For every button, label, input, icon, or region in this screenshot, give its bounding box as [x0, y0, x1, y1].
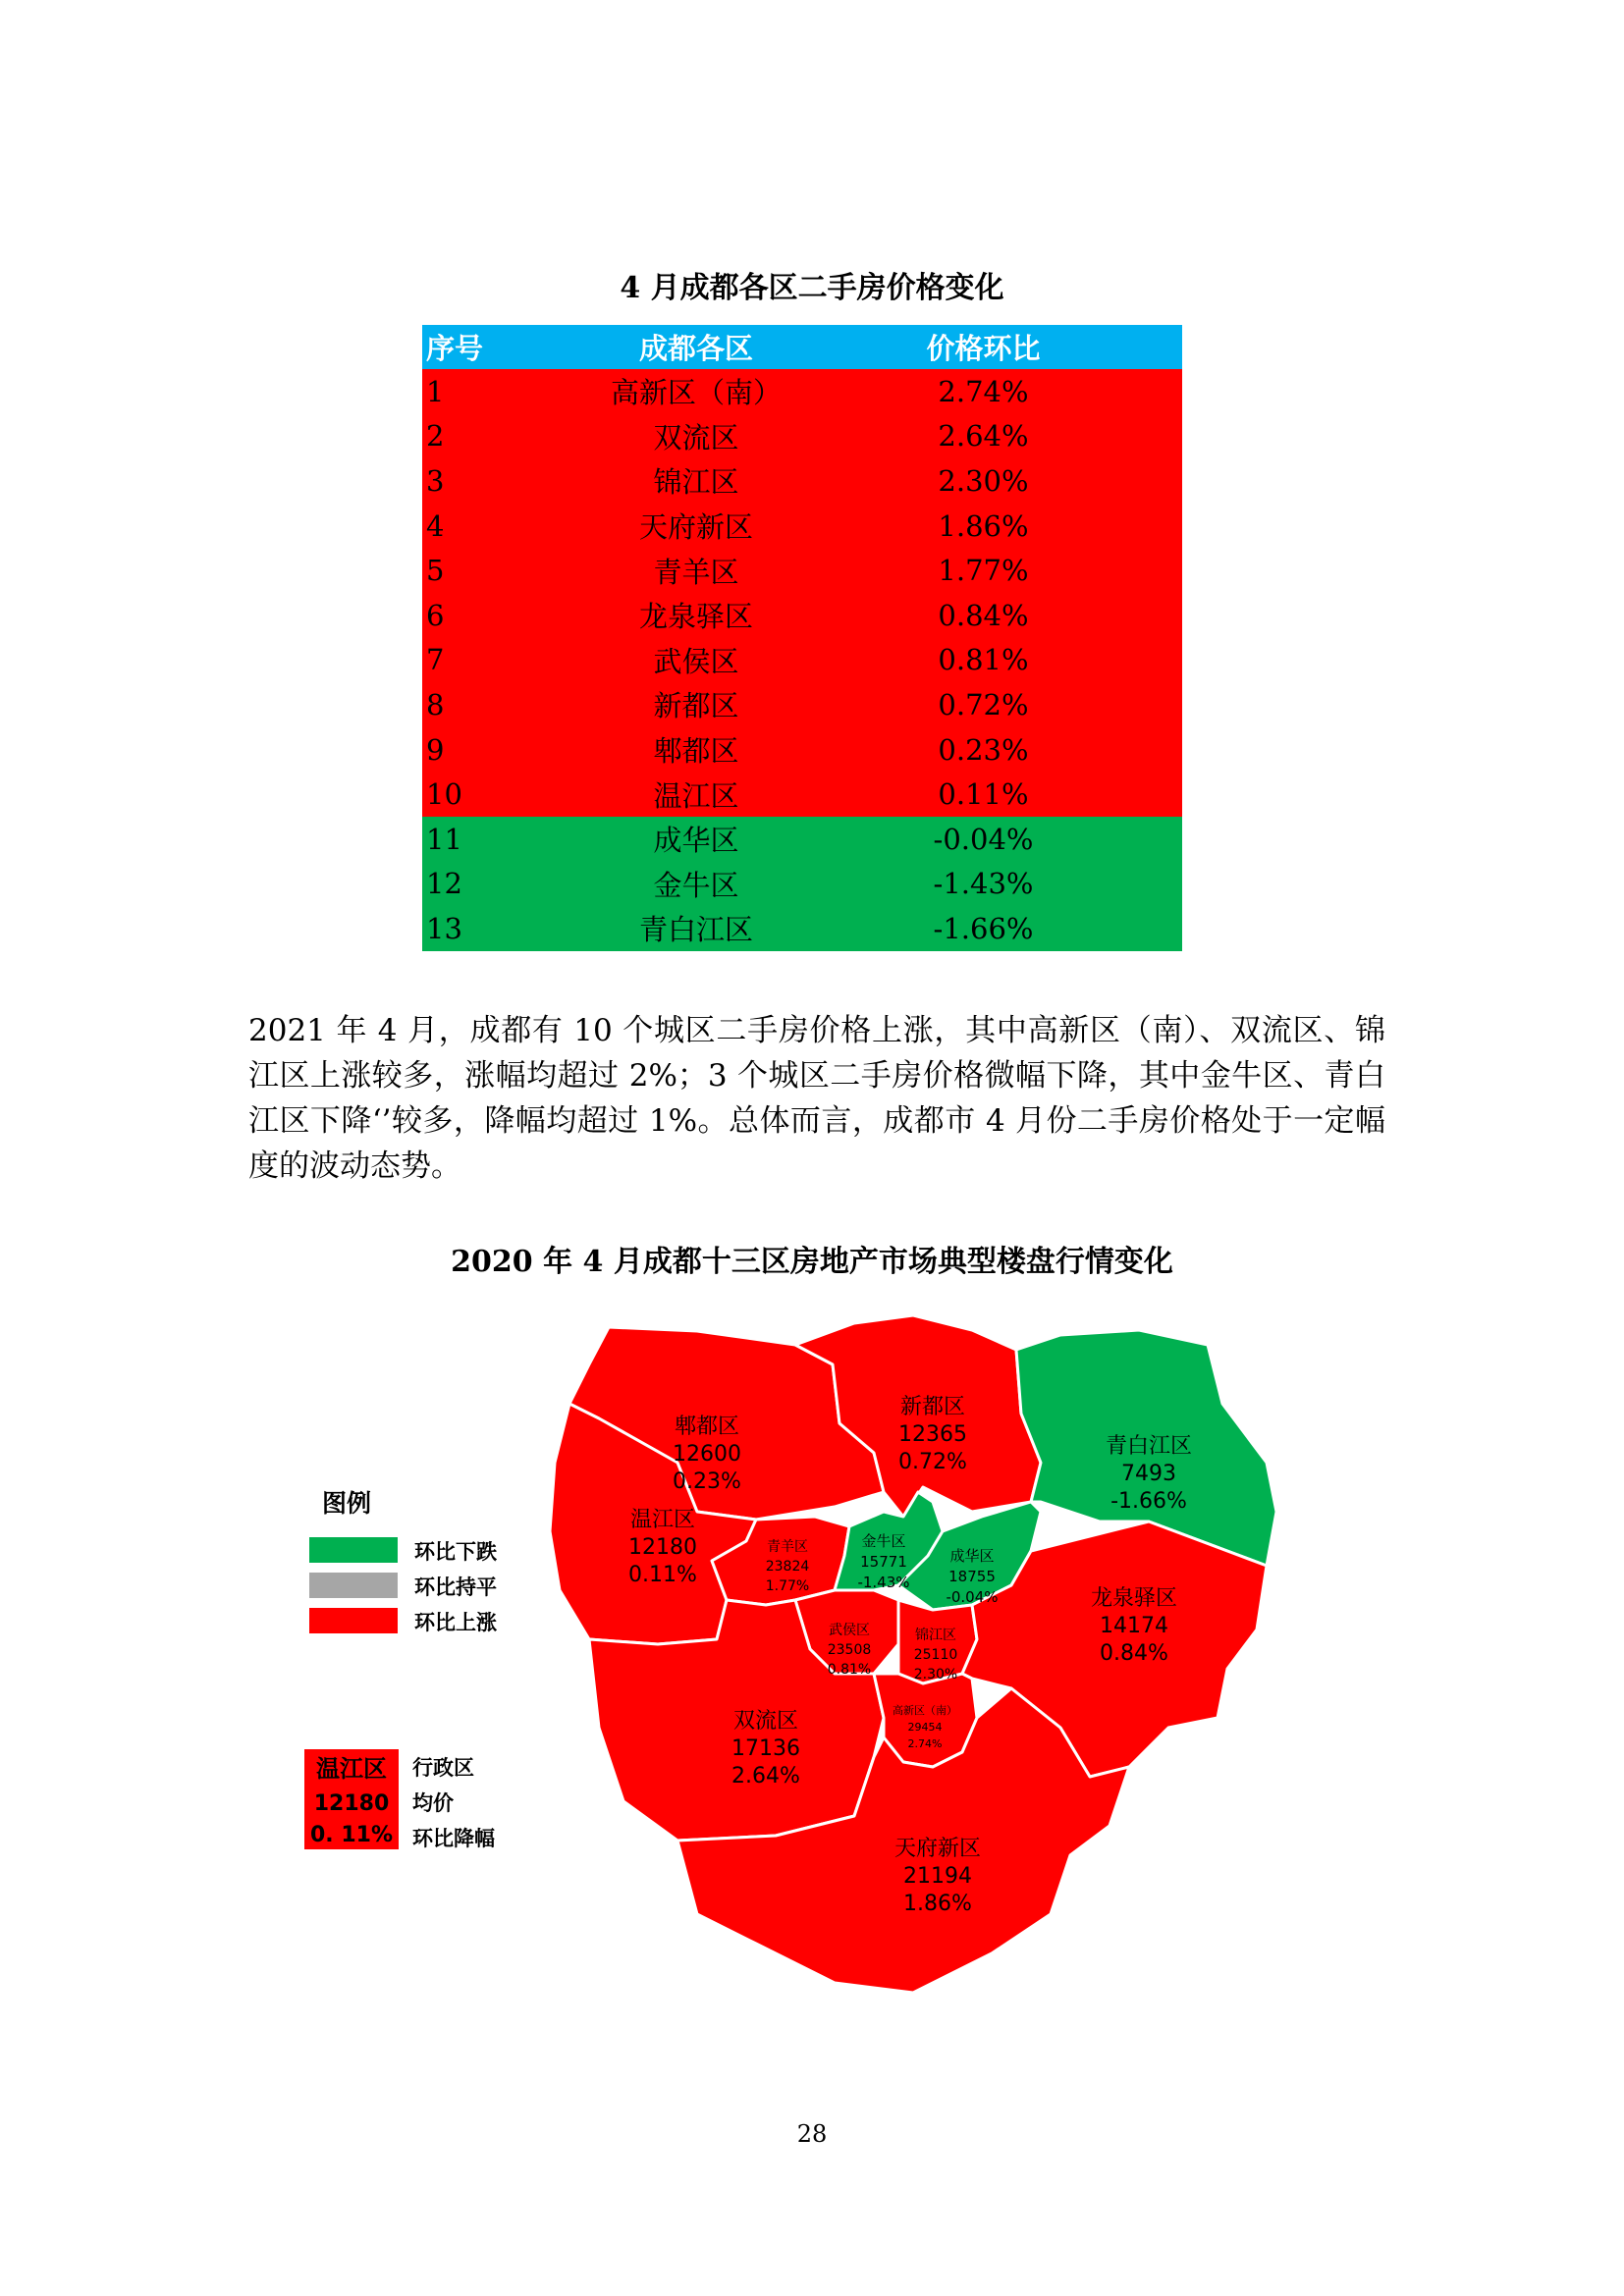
table-row: [422, 593, 1182, 638]
row-change: 2.30%: [843, 458, 1182, 504]
legend-label-rise: 环比上涨: [414, 1611, 497, 1634]
district-label-name: 郫都区: [674, 1415, 740, 1439]
table-row: [422, 682, 1182, 727]
row-district: 成华区: [549, 817, 843, 862]
table-header-row: [422, 325, 1182, 369]
row-no: 5: [422, 548, 549, 593]
district-label-change: 0.11%: [628, 1563, 697, 1587]
map-title: 2020 年 4 月成都十三区房地产市场典型楼盘行情变化: [451, 1245, 1173, 1279]
district-label-name: 龙泉驿区: [1090, 1586, 1178, 1611]
district-label-change: 0.81%: [827, 1662, 872, 1678]
legend-sample-price: 12180: [313, 1791, 390, 1816]
district-label-name: 青白江区: [1105, 1434, 1193, 1459]
row-no: 9: [422, 727, 549, 773]
legend-sample-name: 温江区: [316, 1755, 387, 1783]
district-label-price: 29454: [907, 1721, 943, 1734]
district-label-name: 金牛区: [861, 1532, 906, 1550]
table-row: [422, 414, 1182, 459]
district-label-change: -1.66%: [1110, 1489, 1187, 1514]
district-label-change: 2.64%: [731, 1764, 800, 1789]
table-title: 4 月成都各区二手房价格变化: [620, 271, 1004, 305]
row-no: 8: [422, 682, 549, 727]
district-label-name: 双流区: [732, 1709, 799, 1734]
table-row: [422, 727, 1182, 773]
district-label-name: 锦江区: [915, 1628, 956, 1643]
table-row: [422, 369, 1182, 414]
row-district: 双流区: [549, 414, 843, 459]
district-label-price: 12365: [898, 1422, 967, 1447]
district-label-change: 1.77%: [765, 1578, 810, 1594]
table-row: [422, 862, 1182, 907]
district-label-price: 23508: [827, 1642, 872, 1658]
district-label-price: 18755: [948, 1568, 996, 1585]
row-no: 1: [422, 369, 549, 414]
table-row: [422, 638, 1182, 683]
row-district: 温江区: [549, 772, 843, 817]
row-no: 4: [422, 504, 549, 549]
row-district: 金牛区: [549, 862, 843, 907]
district-label-change: -1.43%: [857, 1574, 910, 1591]
district-label-price: 17136: [731, 1736, 800, 1761]
district-label-change: 0.72%: [898, 1450, 967, 1474]
district-label-change: -0.04%: [946, 1588, 999, 1606]
legend-sample-label-district: 行政区: [412, 1756, 474, 1780]
row-change: 1.86%: [843, 504, 1182, 549]
table-row: [422, 772, 1182, 817]
row-change: 0.11%: [843, 772, 1182, 817]
district-label-price: 25110: [913, 1647, 958, 1663]
row-no: 3: [422, 458, 549, 504]
district-label-price: 7493: [1121, 1462, 1176, 1486]
district-label-change: 0.84%: [1100, 1641, 1168, 1666]
row-no: 7: [422, 638, 549, 683]
district-label-price: 12600: [673, 1442, 741, 1467]
district-label-name: 青羊区: [767, 1539, 808, 1555]
row-district: 龙泉驿区: [549, 593, 843, 638]
district-label-change: 1.86%: [903, 1892, 972, 1916]
header-no: 序号: [422, 325, 549, 369]
table-row: [422, 504, 1182, 549]
page-number: 28: [796, 2120, 828, 2148]
header-change: 价格环比: [843, 325, 1182, 369]
legend-label-flat: 环比持平: [414, 1575, 497, 1599]
row-no: 10: [422, 772, 549, 817]
district-label-change: 2.74%: [907, 1737, 943, 1750]
row-change: 0.23%: [843, 727, 1182, 773]
row-no: 6: [422, 593, 549, 638]
district-label-name: 新都区: [899, 1395, 966, 1419]
district-label-change: 2.30%: [913, 1667, 958, 1682]
row-no: 2: [422, 414, 549, 459]
row-change: 1.77%: [843, 548, 1182, 593]
header-district: 成都各区: [549, 325, 843, 369]
district-label-name: 天府新区: [893, 1837, 982, 1861]
row-district: 青白江区: [549, 906, 843, 951]
legend-swatch-flat: [309, 1573, 398, 1598]
row-district: 天府新区: [549, 504, 843, 549]
row-no: 13: [422, 906, 549, 951]
row-no: 11: [422, 817, 549, 862]
legend-swatch-rise: [309, 1608, 398, 1633]
district-label-change: 0.23%: [673, 1469, 741, 1494]
summary-paragraph: 2021 年 4 月，成都有 10 个城区二手房价格上涨，其中高新区（南）、双流区、锦江区上涨较多，涨幅均超过 2%；3 个城区二手房价格微幅下降，其中金牛区、青白江区下降‘’较多，降幅均超过 1%。总体而言，成都市 4 月份二手房价格处于一定幅度的波动态势。: [248, 1013, 1385, 1184]
district-label-price: 14174: [1100, 1614, 1168, 1638]
district-map: [285, 1306, 1345, 2091]
row-change: 0.84%: [843, 593, 1182, 638]
row-no: 12: [422, 862, 549, 907]
table-row: [422, 458, 1182, 504]
district-label-price: 15771: [860, 1553, 907, 1571]
row-change: -1.43%: [843, 862, 1182, 907]
district-label-price: 23824: [765, 1559, 810, 1575]
legend-label-fall: 环比下跌: [414, 1540, 497, 1564]
row-district: 青羊区: [549, 548, 843, 593]
row-district: 锦江区: [549, 458, 843, 504]
legend-sample-label-price: 均价: [412, 1791, 454, 1815]
district-label-price: 21194: [903, 1864, 972, 1889]
row-change: -1.66%: [843, 906, 1182, 951]
table-row: [422, 906, 1182, 951]
row-change: -0.04%: [843, 817, 1182, 862]
legend-sample-change: 0. 11%: [310, 1823, 393, 1847]
district-label-name: 温江区: [629, 1508, 696, 1532]
district-label-name: 高新区（南）: [893, 1704, 957, 1717]
legend-title: 图例: [322, 1489, 372, 1518]
row-change: 2.74%: [843, 369, 1182, 414]
row-district: 新都区: [549, 682, 843, 727]
legend: [304, 1489, 497, 1850]
legend-swatch-fall: [309, 1537, 398, 1563]
row-district: 郫都区: [549, 727, 843, 773]
legend-sample-label-change: 环比降幅: [412, 1827, 495, 1850]
district-label-price: 12180: [628, 1535, 697, 1560]
district-label-name: 成华区: [949, 1547, 995, 1565]
price-change-table: [422, 325, 1182, 951]
table-row: [422, 817, 1182, 862]
row-district: 高新区（南）: [549, 369, 843, 414]
row-change: 0.72%: [843, 682, 1182, 727]
row-district: 武侯区: [549, 638, 843, 683]
district-label-name: 武侯区: [829, 1623, 870, 1638]
row-change: 0.81%: [843, 638, 1182, 683]
table-row: [422, 548, 1182, 593]
row-change: 2.64%: [843, 414, 1182, 459]
